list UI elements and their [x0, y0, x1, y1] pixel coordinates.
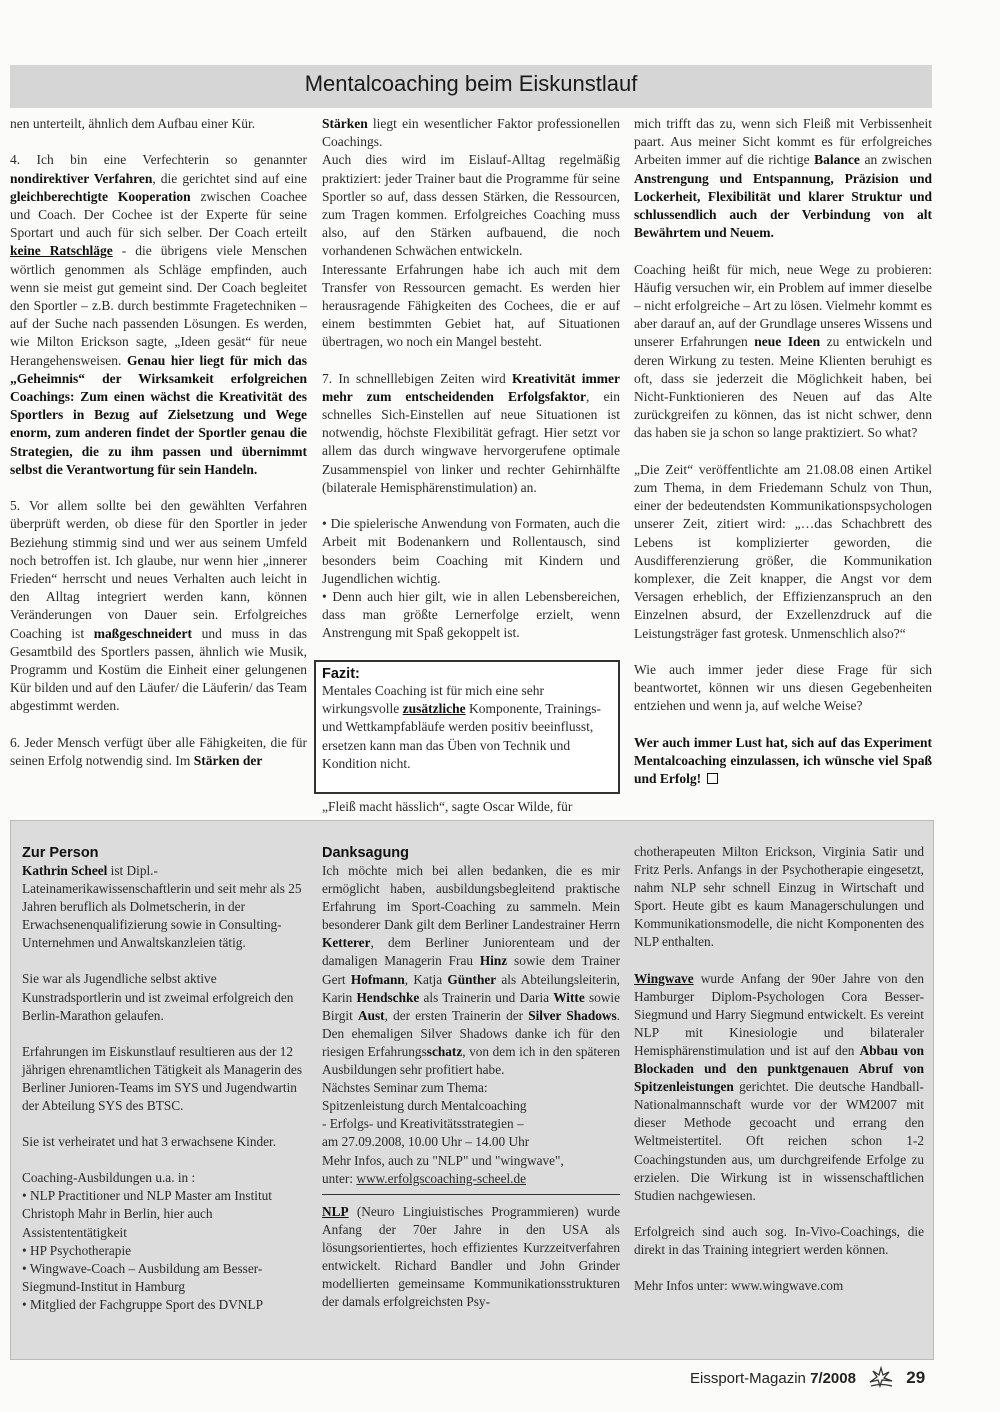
emphasized-text: Wingwave [634, 970, 694, 986]
seminar-line: - Erfolgs- und Kreativitätsstrategien – [322, 1116, 524, 1132]
text-run: gerichtet. Die deutsche Handball-Nationalmannschaft wurde vor der WM2007 mit dieser Methode gecoacht und errang den Weltmeistertitel. Oft reichen schon 1-2 Coachingstunden aus, um durchgreifende Erfolge zu erzielen. Die Wirkung ist in wissenschaftlichen Studien nachgewiesen. [634, 1079, 924, 1203]
text-run: Wie auch immer jeder diese Frage für sich beantwortet, können wir uns diesen Gegebenheiten entziehen und wenn ja, auf welche Weise? [634, 662, 932, 714]
paragraph [322, 370, 620, 497]
text-run: ist Dipl.-Lateinamerikawissenschaftlerin und seit mehr als 25 Jahren beruflich als Dolmetscherin, in der Erwachsenenqualifizierung sowie in Consulting-Unternehmen und Anwaltskanzleien tätig. [22, 863, 302, 951]
text-run: 5. Vor allem sollte bei den gewählten Verfahren überprüft werden, ob diese für den Sportler in jeder Beziehung stimmig sind und wer aus seinem Umfeld noch betroffen ist. Ich glaube, nur wenn hier „innerer Frieden“ herrscht und neues Verhalten auch leicht in den Alltag integriert werden kann, können Veränderungen von Dauer sein. Erfolgreiches Coaching ist [10, 498, 307, 641]
text-run: liegt ein wesentlicher Faktor professionellen Coachings. [322, 116, 620, 150]
emphasized-text: nondirektiver Verfahren [10, 170, 153, 186]
text-run: Sie ist verheiratet und hat 3 erwachsene Kinder. [22, 1134, 277, 1150]
paragraph [322, 261, 620, 352]
end-mark-icon [707, 773, 718, 784]
fazit-box [314, 660, 620, 794]
emphasized-text: Aust [357, 1007, 385, 1023]
text-run: , der ersten Trainerin der [384, 1007, 529, 1023]
paragraph [634, 261, 932, 443]
issue-number: 7/2008 [810, 1370, 856, 1387]
emphasized-text: Balance [814, 152, 860, 168]
thanks-section [322, 845, 620, 1311]
emphasized-text: Wer auch immer Lust hat, sich auf das Experiment Mentalcoaching einzulassen, ich wünsche viel Spaß und Erfolg! [634, 734, 932, 787]
page-header [10, 65, 932, 108]
text-run: . Den ehemaligen Silver Shadows danke ich für den riesigen Erfahrungs [322, 1007, 620, 1059]
paragraph [634, 734, 932, 789]
nlp-text [322, 1203, 620, 1312]
seminar-line: Mehr Infos, auch zu "NLP" und "wingwave", [322, 1152, 564, 1168]
emphasized-text: maßgeschneidert [93, 625, 192, 641]
text-run: Ich möchte mich bei allen bedanken, die es mir ermöglicht haben, ausbildungsbegleitend praktische Erfahrung im Sport-Coaching zu sammeln. Mein besonderer Dank gilt dem Berliner Landestrainer Herrn [322, 863, 620, 933]
about-person-title: Zur Person [22, 845, 99, 861]
magazine-name: Eissport-Magazin [690, 1370, 806, 1387]
paragraph [634, 1277, 924, 1295]
text-run: Mehr Infos unter: www.wingwave.com [634, 1277, 844, 1293]
text-run: nen unterteilt, ähnlich dem Aufbau einer Kür. [10, 116, 256, 131]
emphasized-text: Kreativität immer mehr zum entscheidenden Erfolgsfaktor [322, 370, 620, 404]
emphasized-text: Günther [447, 971, 497, 987]
text-run: 7. In schnelllebigen Zeiten wird [322, 370, 512, 386]
emphasized-text: Kathrin Scheel [22, 863, 108, 878]
training-item: • NLP Practitioner und NLP Master am Institut Christoph Mahr in Berlin, hier auch Assistententätigkeit [22, 1188, 272, 1240]
text-run: „Die Zeit“ veröffentlichte am 21.08.08 einen Artikel zum Thema, in dem Friedemann Schulz von Thun, einer der bedeutendsten Kommunikationspsychologen unserer Zeit, zitiert wird: „…das Schachbrett des Lebens ist komplizierter geworden, die Ausdifferenzierung größer, die Kommunikation komplexer, die Zeit knapper, die Angst vor dem Versagen erheblich, der Effizienzanspruch an den Einzelnen absurd, der Exzellenzdruck auf die Leistungsträger fast grotesk. Unmenschlich also?“ [634, 461, 932, 641]
seminar-line: Nächstes Seminar zum Thema: [322, 1080, 488, 1096]
text-run: , die gerichtet sind auf eine [152, 170, 308, 186]
text-run: • Die spielerische Anwendung von Formaten, auch die Arbeit mit Bodenankern und Rollentausch, sind besonders beim Coaching mit Kindern und Jugendlichen wichtig. [322, 516, 620, 586]
fazit-title: Fazit: [322, 666, 360, 682]
training-item: • Wingwave-Coach – Ausbildung am Besser-Siegmund-Institut in Hamburg [22, 1260, 263, 1294]
paragraph [22, 1133, 308, 1151]
text-run: , ein schnelles Sich-Einstellen auf neue Situationen ist notwendig, höchste Flexibilität gefragt. Hier setzt vor allem das durch wingwave hervorgerufene optimale Zusammenspiel von linker und rechter Gehirnhälfte (bilaterale Hemisphärenstimulation) an. [322, 388, 620, 495]
text-run: Coaching heißt für mich, neue Wege zu probieren: Häufig versuchen wir, ein Problem auf immer dieselbe – nicht erfolgreiche – Art zu lösen. Vielmehr kommt es aber darauf an, auf der Grundlage unseres Wissens und unserer Erfahrungen [634, 261, 932, 350]
about-person-section [22, 845, 308, 1314]
text-run: , dem Berliner Juniorenteam und der damaligen Managerin Frau [322, 935, 620, 969]
text-run: Mentales Coaching ist für mich eine sehr wirkungsvolle [322, 683, 544, 717]
paragraph [634, 661, 932, 716]
paragraph [634, 115, 932, 242]
page-footer [690, 1366, 925, 1388]
article-column-3 [634, 115, 932, 807]
text-run: chotherapeuten Milton Erickson, Virginia Satir und Fritz Perls. Anfangs in der Psychotherapie eingesetzt, nahm NLP sehr schnell Einzug in Wirtschaft und Sport. Heute gibt es kaum Managerschulungen und Kommunikationsmodelle, die nicht Komponenten des NLP enthalten. [634, 844, 924, 950]
text-run: Erfahrungen im Eiskunstlauf resultieren aus der 12 jährigen ehrenamtlichen Tätigkeit als Managerin des Berliner Junioren-Teams im SYS und Jugendwartin der Abteilung SYS des BTSC. [22, 1043, 302, 1114]
seminar-info [322, 1079, 620, 1188]
training-list [22, 1187, 308, 1314]
text-run: sowie Birgit [322, 989, 620, 1023]
link-prefix: unter: [322, 1170, 357, 1186]
paragraph [22, 1043, 308, 1115]
text-run: Interessante Erfahrungen habe ich auch mit dem Transfer von Ressourcen gemacht. Es werden hier herausragende Fähigkeiten des Cochees, die er auf einem bestimmten Gebiet hat, auf Situationen übertragen, wo noch ein Mangel besteht. [322, 261, 620, 350]
emphasized-text: neue Ideen [754, 334, 821, 350]
emphasized-text: Silver Shadows [528, 1007, 617, 1023]
paragraph [10, 151, 307, 479]
emphasized-text: zusätzliche [402, 701, 466, 717]
emphasized-text: gleichberechtigte Kooperation [10, 188, 191, 204]
article-paragraph: „Fleiß macht hässlich“, sagte Oscar Wilde, für [322, 799, 573, 814]
website-link[interactable]: www.erfolgscoaching-scheel.de [356, 1170, 527, 1186]
paragraph [322, 588, 620, 643]
text-run: 6. Jeder Mensch verfügt über alle Fähigkeiten, die für seinen Erfolg notwendig sind. Im [10, 734, 307, 769]
emphasized-text: schatz [426, 1043, 463, 1059]
text-run: Erfolgreich sind auch sog. In-Vivo-Coachings, die direkt in das Training integriert werden können. [634, 1223, 924, 1257]
emphasized-text: Witte [553, 989, 585, 1005]
text-run: als Trainerin und Daria [419, 989, 554, 1005]
paragraph [10, 734, 307, 770]
emphasized-text: Abbau von Blockaden und den punktgenauen Abruf von Spitzenleistungen [634, 1042, 924, 1095]
divider [322, 1194, 620, 1195]
text-run: als Abteilungsleiterin, Karin [322, 971, 620, 1005]
emphasized-text: Hendschke [356, 989, 420, 1005]
emphasized-text: NLP [322, 1203, 349, 1219]
article-column-1 [10, 115, 307, 788]
paragraph [10, 115, 307, 133]
emphasized-text: Anstrengung und Entspannung, Präzision und Lockerheit, Flexibilität und klarer Struktur und schlussendlich auch der Verbindung von alt Bewährtem und Neuem. [634, 170, 932, 241]
emphasized-text: Genau hier liegt für mich das „Geheimnis“ der Wirksamkeit erfolgreichen Coachings: Zum einen wächst die Kreativität des Sportlers in Bezug auf Zielsetzung und Wege enorm, zum anderen findet der Sportler genau die Strategien, die zu ihm passen und übernimmt selbst die Verantwortung für sein Handeln. [10, 352, 307, 477]
paragraph [22, 862, 308, 952]
text-run: , Katja [404, 971, 448, 987]
text-run: Auch dies wird im Eislauf-Alltag regelmäßig praktiziert: jeder Trainer baut die Programme für seine Sportler so auf, dass dessen Stärken, die Ressourcen, zum Tragen kommen. Erfolgreiches Coaching muss also, auf den Stärken aufbauend, die noch vorhandenen Schwächen entwickeln. [322, 152, 620, 259]
emphasized-text: Hofmann [350, 971, 405, 987]
training-item: • Mitglied der Fachgruppe Sport des DVNLP [22, 1296, 264, 1312]
text-run: Sie war als Jugendliche selbst aktive Kunstradsportlerin und ist zweimal erfolgreich den Berlin-Marathon gelaufen. [22, 971, 294, 1023]
text-run: zwischen Coachee und Coach. Der Cochee ist der Experte für seine Sportart und auch für sich selber. Der Coach erteilt [10, 188, 307, 241]
text-run: wurde Anfang der 90er Jahre von den Hamburger Diplom-Psychologen Cora Besser-Siegmund und Harry Siegmund entwickelt. Es vereint NLP mit Kinesiologie und bilateraler Hemisphärenstimulation und ist auf den [634, 970, 924, 1058]
thanks-text [322, 862, 620, 1079]
emphasized-text: Hinz [479, 953, 508, 969]
paragraph [10, 497, 307, 715]
fazit-text [322, 682, 612, 773]
text-run: (Neuro Lingiuistisches Programmieren) wurde Anfang der 70er Jahre in den USA als lösungsorientiertes, hoch effizientes Kurzzeitverfahren entwickelt. Richard Bandler und John Grinder modellierten gemeinsame Kommunikationsstrukturen der damals erfolgreichsten Psy- [322, 1203, 620, 1310]
paragraph [634, 843, 924, 952]
page-number: 29 [906, 1368, 926, 1387]
text-run: mich trifft das zu, wenn sich Fleiß mit Verbissenheit paart. Aus meiner Sicht kommt es für erfolgreiches Arbeiten immer auf die richtige [634, 116, 932, 168]
paragraph [22, 970, 308, 1024]
seminar-line: am 27.09.2008, 10.00 Uhr – 14.00 Uhr [322, 1134, 530, 1150]
paragraph [634, 1223, 924, 1259]
text-run: , von dem ich in den späteren Ausbildungen sehr profitiert habe. [322, 1043, 620, 1078]
text-run: 4. Ich bin eine Verfechterin so genannter [10, 152, 307, 168]
emphasized-text: Stärken der [193, 753, 263, 769]
about-person-text [22, 862, 308, 1151]
skater-logo-icon [868, 1366, 894, 1388]
text-run: zu entwickeln und deren Wirkung zu testen. Meine Klienten beruhigt es oft, dass sie jederzeit die Möglichkeit haben, bei Nicht-Funktionieren des Neuen auf das Alte zurückgreifen zu können, das ist nicht schwer, denn das haben sie ja schon so lange praktiziert. So what? [634, 334, 932, 441]
text-run: und muss in das Gesamtbild des Sportlers passen, ähnlich wie Musik, Programm und Kostüm die Einheit einer gelungenen Kür bilden und auf den Läufer/ die Läuferin/ das Team abgestimmt werden. [10, 625, 307, 714]
text-run: an zwischen [859, 152, 932, 168]
text-run: • Denn auch hier gilt, wie in allen Lebensbereichen, dass man größte Lernerfolge erzielt, wenn Anstrengung mit Spaß gekoppelt ist. [322, 589, 620, 641]
paragraph [322, 515, 620, 588]
paragraph [322, 115, 620, 151]
text-run: Komponente, Trainings- und Wettkampfabläufe werden positiv beeinflusst, ersetzen kann man das Üben von Technik und Kondition nicht. [322, 701, 602, 771]
paragraph [634, 970, 924, 1205]
info-column-3 [634, 843, 924, 1313]
article-column-2 [322, 115, 620, 643]
paragraph [322, 151, 620, 260]
emphasized-text: Ketterer [322, 935, 371, 951]
training-item: • HP Psychotherapie [22, 1242, 132, 1258]
training-title: Coaching-Ausbildungen u.a. in : [22, 1170, 196, 1186]
paragraph [634, 461, 932, 643]
thanks-title: Danksagung [322, 845, 410, 861]
text-run: - die übrigens viele Menschen wörtlich genommen als Schläge empfinden, auch wenn sie meist gut gemeint sind. Der Coach begleitet den Sportler – z.B. durch bestimmte Fragetechniken – auf der Suche nach passenden Lösungen. Es werden, wie Milton Erickson sagte, „Ideen gesät“ für neue Herangehensweisen. [10, 243, 307, 368]
page-title: Mentalcoaching beim Eiskunstlauf [304, 71, 638, 96]
text-run: sowie dem Trainer Gert [322, 953, 620, 987]
emphasized-text: Stärken [322, 116, 368, 131]
seminar-line: Spitzenleistung durch Mentalcoaching [322, 1098, 527, 1114]
emphasized-text: keine Ratschläge [10, 243, 113, 259]
